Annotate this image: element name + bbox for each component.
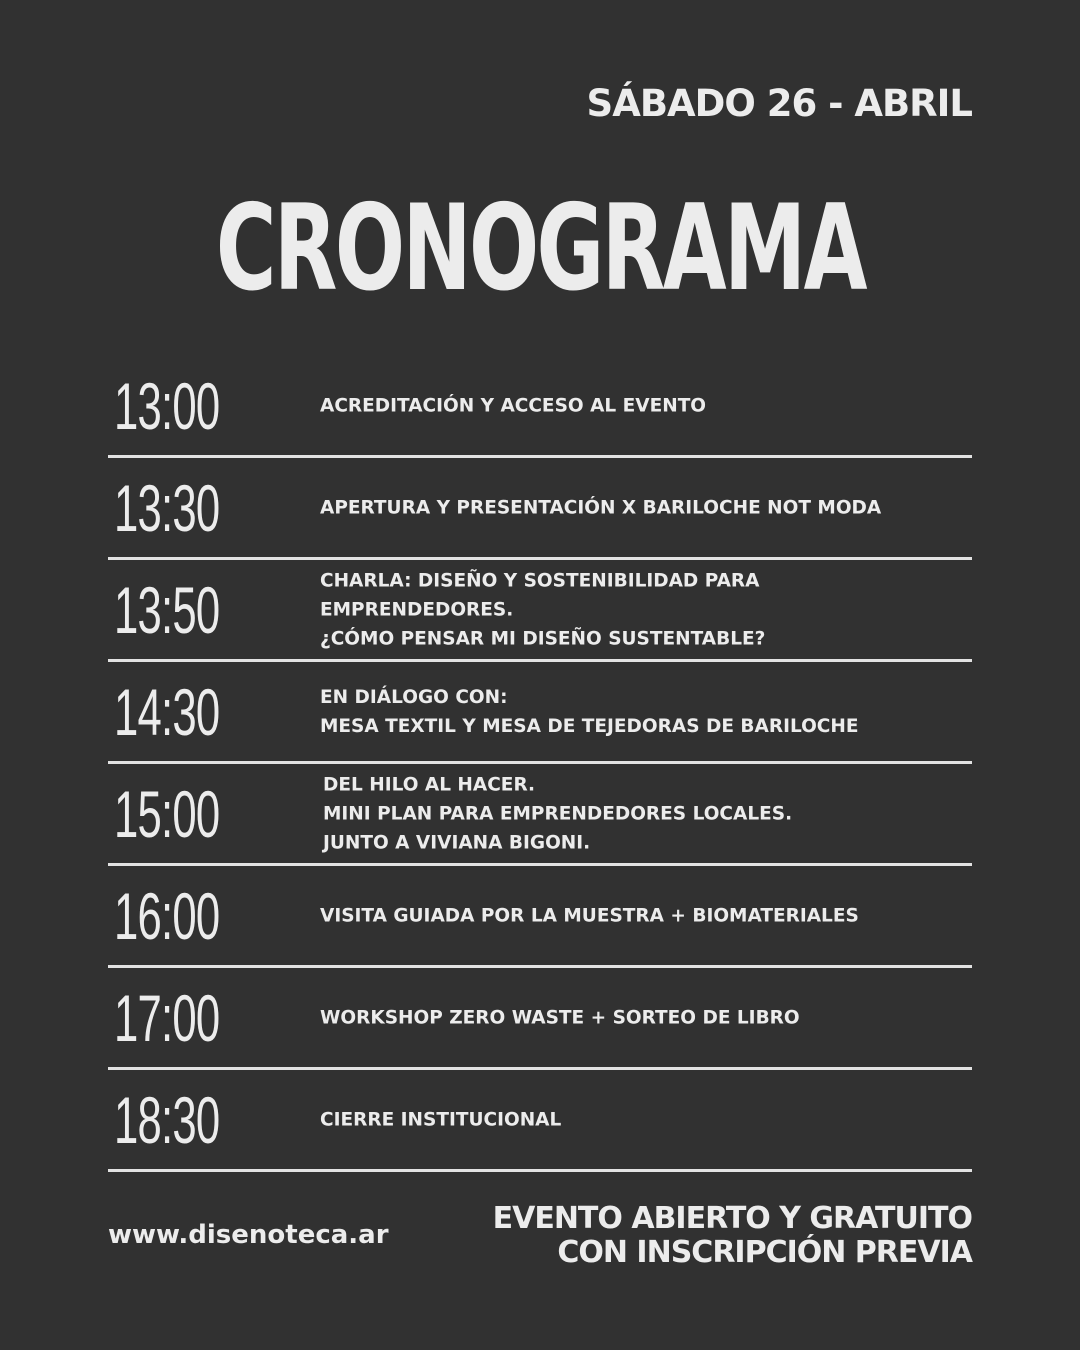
schedule-row <box>108 1070 972 1172</box>
schedule-time: 17:00 <box>114 980 220 1055</box>
schedule-row <box>108 866 972 968</box>
schedule-time: 16:00 <box>114 878 220 953</box>
description-line: JUNTO A VIVIANA BIGONI. <box>323 832 591 853</box>
schedule-description <box>323 770 963 857</box>
website-link[interactable]: www.disenoteca.ar <box>108 1220 389 1250</box>
title-container <box>0 178 1080 318</box>
schedule-time: 14:30 <box>114 674 220 749</box>
description-line: EN DIÁLOGO CON: <box>320 686 508 708</box>
schedule-row <box>108 662 972 764</box>
event-date: SÁBADO 26 - ABRIL <box>586 82 972 125</box>
schedule-description <box>320 1003 960 1032</box>
schedule-time: 13:30 <box>114 470 220 545</box>
event-note <box>493 1202 972 1270</box>
schedule-description <box>320 1105 960 1134</box>
schedule-row <box>108 356 972 458</box>
description-line: CHARLA: DISEÑO Y SOSTENIBILIDAD PARA <box>320 570 760 591</box>
schedule-time: 15:00 <box>114 776 220 851</box>
schedule-row <box>108 968 972 1070</box>
description-line: CIERRE INSTITUCIONAL <box>320 1109 562 1130</box>
page-title: CRONOGRAMA <box>215 178 865 318</box>
schedule-description <box>320 566 960 653</box>
schedule-time: 13:00 <box>114 368 220 443</box>
schedule-description <box>320 901 960 930</box>
schedule-description <box>320 391 960 420</box>
event-note-line: CON INSCRIPCIÓN PREVIA <box>557 1235 972 1270</box>
description-line: VISITA GUIADA POR LA MUESTRA + BIOMATERIALES <box>320 905 859 926</box>
description-line: WORKSHOP ZERO WASTE + SORTEO DE LIBRO <box>320 1007 800 1028</box>
schedule-row <box>108 458 972 560</box>
schedule-row <box>108 764 972 866</box>
schedule-time: 13:50 <box>114 572 220 647</box>
description-line: MESA TEXTIL Y MESA DE TEJEDORAS DE BARILOCHE <box>320 715 859 737</box>
schedule-time: 18:30 <box>114 1082 220 1157</box>
description-line: ¿CÓMO PENSAR MI DISEÑO SUSTENTABLE? <box>320 628 766 649</box>
schedule-list <box>108 356 972 1172</box>
schedule-description <box>320 493 960 522</box>
event-note-line: EVENTO ABIERTO Y GRATUITO <box>492 1201 972 1236</box>
description-line: DEL HILO AL HACER. <box>323 774 536 795</box>
schedule-description <box>320 683 960 741</box>
description-line: APERTURA Y PRESENTACIÓN X BARILOCHE NOT MODA <box>320 497 882 518</box>
description-line: ACREDITACIÓN Y ACCESO AL EVENTO <box>320 395 707 416</box>
schedule-row <box>108 560 972 662</box>
description-line: EMPRENDEDORES. <box>320 599 514 620</box>
description-line: MINI PLAN PARA EMPRENDEDORES LOCALES. <box>323 803 793 824</box>
